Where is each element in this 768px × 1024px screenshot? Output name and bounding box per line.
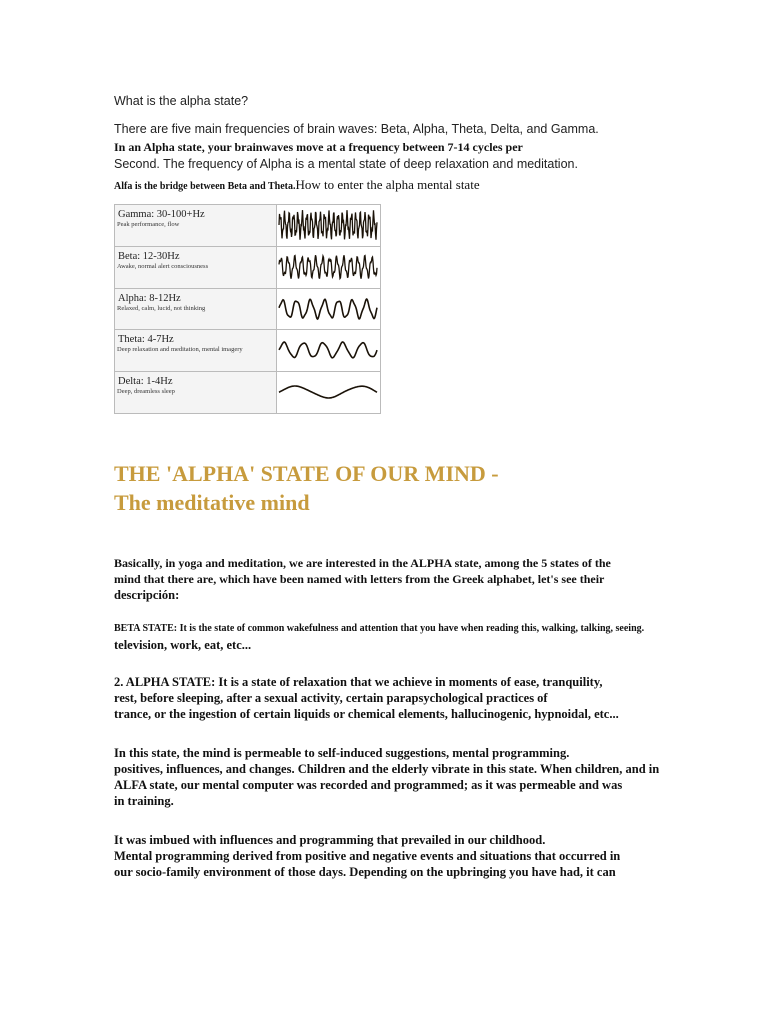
brainwave-row bbox=[115, 288, 381, 330]
waveform-line bbox=[279, 386, 377, 398]
paragraph-line: It was imbued with influences and programming that prevailed in our childhood. bbox=[114, 833, 546, 847]
paragraph-intro-yoga bbox=[114, 555, 611, 603]
question-title: What is the alpha state? bbox=[114, 94, 249, 108]
brainwave-label-cell bbox=[115, 330, 277, 372]
brainwave-band-name: Gamma: 30-100+Hz bbox=[118, 209, 205, 220]
brainwave-row bbox=[115, 205, 381, 247]
brainwave-graphic-cell bbox=[277, 372, 381, 414]
brainwave-label-cell bbox=[115, 205, 277, 247]
brainwave-band-description: Awake, normal alert consciousness bbox=[117, 262, 209, 270]
paragraph-line: ALFA state, our mental computer was recorded and programmed; as it was permeable and was bbox=[114, 778, 623, 792]
heading-line-2: The meditative mind bbox=[114, 490, 310, 515]
waveform-line bbox=[279, 299, 377, 319]
brainwave-graphic-cell bbox=[277, 246, 381, 288]
paragraph-line: rest, before sleeping, after a sexual activity, certain parapsychological practices of bbox=[114, 691, 548, 705]
intro-line-1: There are five main frequencies of brain waves: Beta, Alpha, Theta, Delta, and Gamma. bbox=[114, 122, 599, 136]
paragraph-line: television, work, eat, etc... bbox=[114, 638, 252, 652]
brainwave-row bbox=[115, 372, 381, 414]
paragraph-line: BETA STATE: It is the state of common wakefulness and attention that you have when reading this, walking, talking, seeing. bbox=[114, 623, 645, 634]
alfa-bridge-text: Alfa is the bridge between Beta and Theta. bbox=[114, 181, 296, 192]
paragraph-line: positives, influences, and changes. Children and the elderly vibrate in this state. When children, and in bbox=[114, 762, 660, 776]
paragraph-beta-state bbox=[114, 621, 644, 653]
intro-line-3: Second. The frequency of Alpha is a mental state of deep relaxation and meditation. bbox=[114, 157, 578, 171]
brainwave-band-description: Deep, dreamless sleep bbox=[117, 388, 175, 396]
paragraph-line: trance, or the ingestion of certain liquids or chemical elements, hallucinogenic, hypnoidal, etc... bbox=[114, 707, 619, 721]
brainwave-row bbox=[115, 246, 381, 288]
brainwave-label-cell bbox=[115, 246, 277, 288]
brainwave-graphic-cell bbox=[277, 205, 381, 247]
waveform-line bbox=[279, 210, 377, 240]
waveform-beta bbox=[277, 247, 379, 287]
brainwave-row bbox=[115, 330, 381, 372]
waveform-theta bbox=[277, 330, 379, 370]
waveform-line bbox=[279, 255, 377, 279]
waveform-gamma bbox=[277, 205, 379, 245]
brainwave-band-name: Delta: 1-4Hz bbox=[118, 376, 173, 388]
paragraph-line: in training. bbox=[114, 794, 174, 808]
waveform-delta bbox=[277, 372, 379, 412]
brainwave-label-cell bbox=[115, 372, 277, 414]
brainwave-table bbox=[114, 204, 381, 414]
paragraph-line: Basically, in yoga and meditation, we are interested in the ALPHA state, among the 5 states of the bbox=[114, 556, 611, 570]
intro-line-2: In an Alpha state, your brainwaves move at a frequency between 7-14 cycles per bbox=[114, 140, 523, 154]
paragraph-line: Mental programming derived from positive and negative events and situations that occurred in bbox=[114, 849, 621, 863]
brainwave-band-description: Peak performance, flow bbox=[117, 221, 180, 228]
brainwave-band-name: Theta: 4-7Hz bbox=[118, 334, 174, 346]
paragraph-line: our socio-family environment of those days. Depending on the upbringing you have had, it can bbox=[114, 865, 616, 879]
paragraph-line: mind that there are, which have been named with letters from the Greek alphabet, let's see their bbox=[114, 572, 605, 586]
how-to-enter-link[interactable]: How to enter the alpha mental state bbox=[295, 177, 480, 192]
brainwave-graphic-cell bbox=[277, 330, 381, 372]
intro-line-4 bbox=[114, 176, 480, 194]
brainwave-band-name: Beta: 12-30Hz bbox=[118, 250, 180, 262]
brainwave-band-name: Alpha: 8-12Hz bbox=[118, 292, 181, 304]
paragraph-line: descripción: bbox=[114, 588, 180, 602]
paragraph-line: In this state, the mind is permeable to self-induced suggestions, mental programming. bbox=[114, 746, 570, 760]
waveform-line bbox=[279, 342, 377, 358]
section-heading bbox=[114, 459, 499, 517]
paragraph-alpha-state bbox=[114, 674, 619, 722]
brainwave-graphic-cell bbox=[277, 288, 381, 330]
brainwave-label-cell bbox=[115, 288, 277, 330]
paragraph-childhood-programming bbox=[114, 832, 620, 880]
paragraph-permeable-mind bbox=[114, 745, 659, 809]
paragraph-line: 2. ALPHA STATE: It is a state of relaxation that we achieve in moments of ease, tranquility, bbox=[114, 675, 603, 689]
brainwave-band-description: Relaxed, calm, lucid, not thinking bbox=[117, 304, 206, 312]
waveform-alpha bbox=[277, 289, 379, 329]
heading-line-1: THE 'ALPHA' STATE OF OUR MIND - bbox=[114, 461, 499, 486]
brainwave-band-description: Deep relaxation and meditation, mental imagery bbox=[117, 346, 243, 354]
